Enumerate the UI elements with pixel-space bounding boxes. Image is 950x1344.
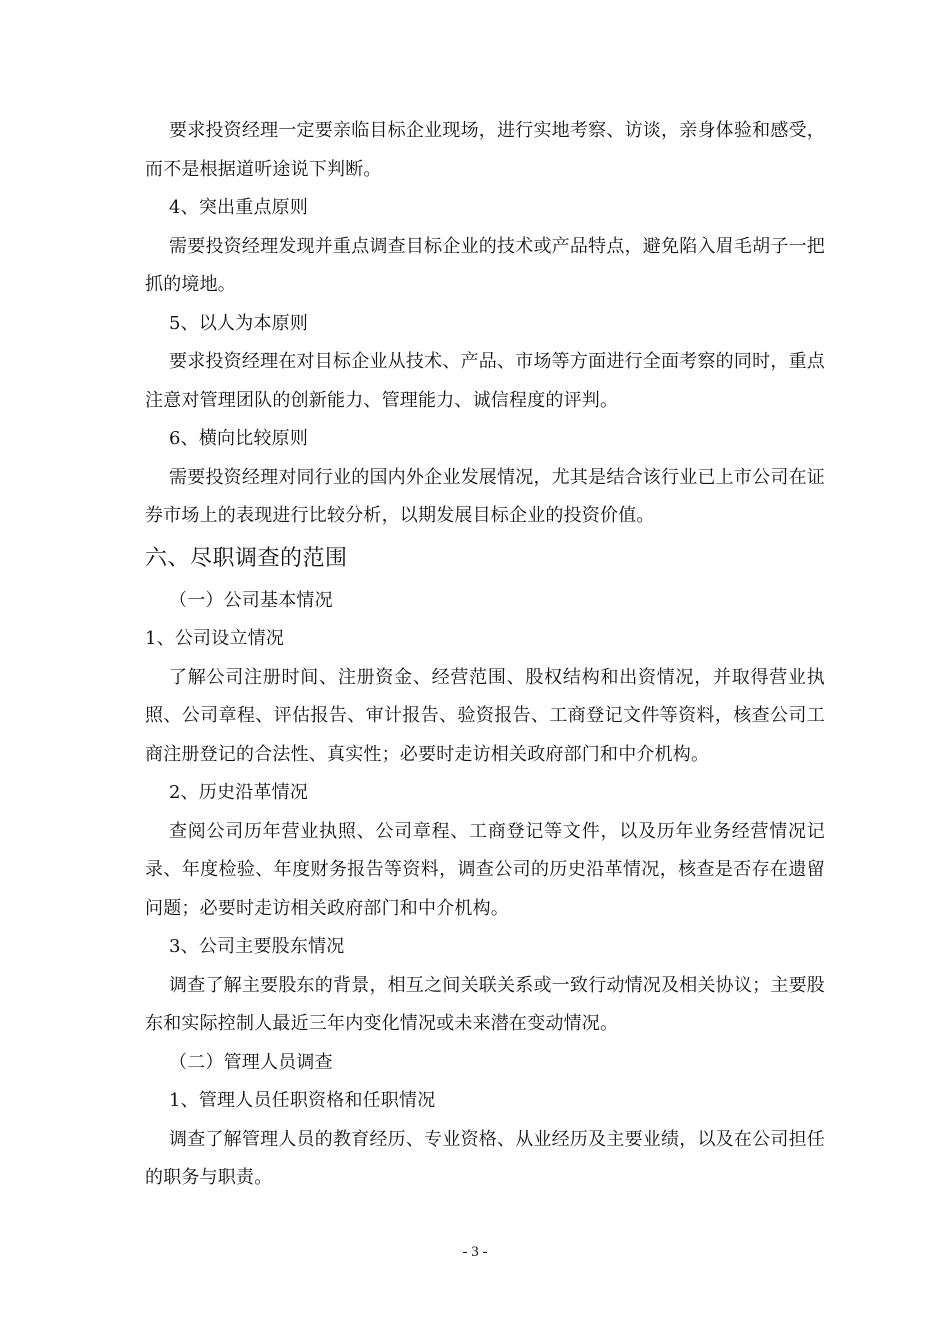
heading-company-establishment: 1、公司设立情况 [145,628,285,649]
paragraph-onsite-principle: 要求投资经理一定要亲临目标企业现场，进行实地考察、访谈，亲身体验和感受，而不是根据道听途说下判断。 [145,120,825,180]
page-number: - 3 - [462,1244,488,1260]
heading-management-qualification: 1、管理人员任职资格和任职情况 [169,1090,436,1111]
paragraph-comparison-principle: 需要投资经理对同行业的国内外企业发展情况，尤其是结合该行业已上市公司在证券市场上的表现进行比较分析，以期发展目标企业的投资价值。 [145,466,825,526]
subsection-title-management: （二）管理人员调查 [169,1051,333,1073]
heading-people-principle: 5、以人为本原则 [169,312,309,334]
section-title-scope: 六、尽职调查的范围 [145,545,348,571]
paragraph-history: 查阅公司历年营业执照、公司章程、工商登记等文件，以及历年业务经营情况记录、年度检验、年度财务报告等资料，调查公司的历史沿革情况，核查是否存在遗留问题；必要时走访相关政府部门和中介机构。 [145,820,825,919]
heading-shareholders: 3、公司主要股东情况 [169,936,345,957]
heading-focus-principle: 4、突出重点原则 [169,197,309,218]
paragraph-focus-principle: 需要投资经理发现并重点调查目标企业的技术或产品特点，避免陷入眉毛胡子一把抓的境地。 [145,235,825,295]
page-content [145,112,825,1198]
subsection-title-company-basics: （一）公司基本情况 [169,589,333,611]
heading-comparison-principle: 6、横向比较原则 [169,428,309,449]
paragraph-people-principle: 要求投资经理在对目标企业从技术、产品、市场等方面进行全面考察的同时，重点注意对管理团队的创新能力、管理能力、诚信程度的评判。 [145,351,825,411]
paragraph-management-qualification: 调查了解管理人员的教育经历、专业资格、从业经历及主要业绩，以及在公司担任的职务与职责。 [145,1128,825,1188]
paragraph-shareholders: 调查了解主要股东的背景，相互之间关联关系或一致行动情况及相关协议；主要股东和实际控制人最近三年内变化情况或未来潜在变动情况。 [145,974,825,1034]
paragraph-company-establishment: 了解公司注册时间、注册资金、经营范围、股权结构和出资情况，并取得营业执照、公司章程、评估报告、审计报告、验资报告、工商登记文件等资料，核查公司工商注册登记的合法性、真实性；必要时走访相关政府部门和中介机构。 [145,666,825,765]
heading-history: 2、历史沿革情况 [169,782,309,803]
